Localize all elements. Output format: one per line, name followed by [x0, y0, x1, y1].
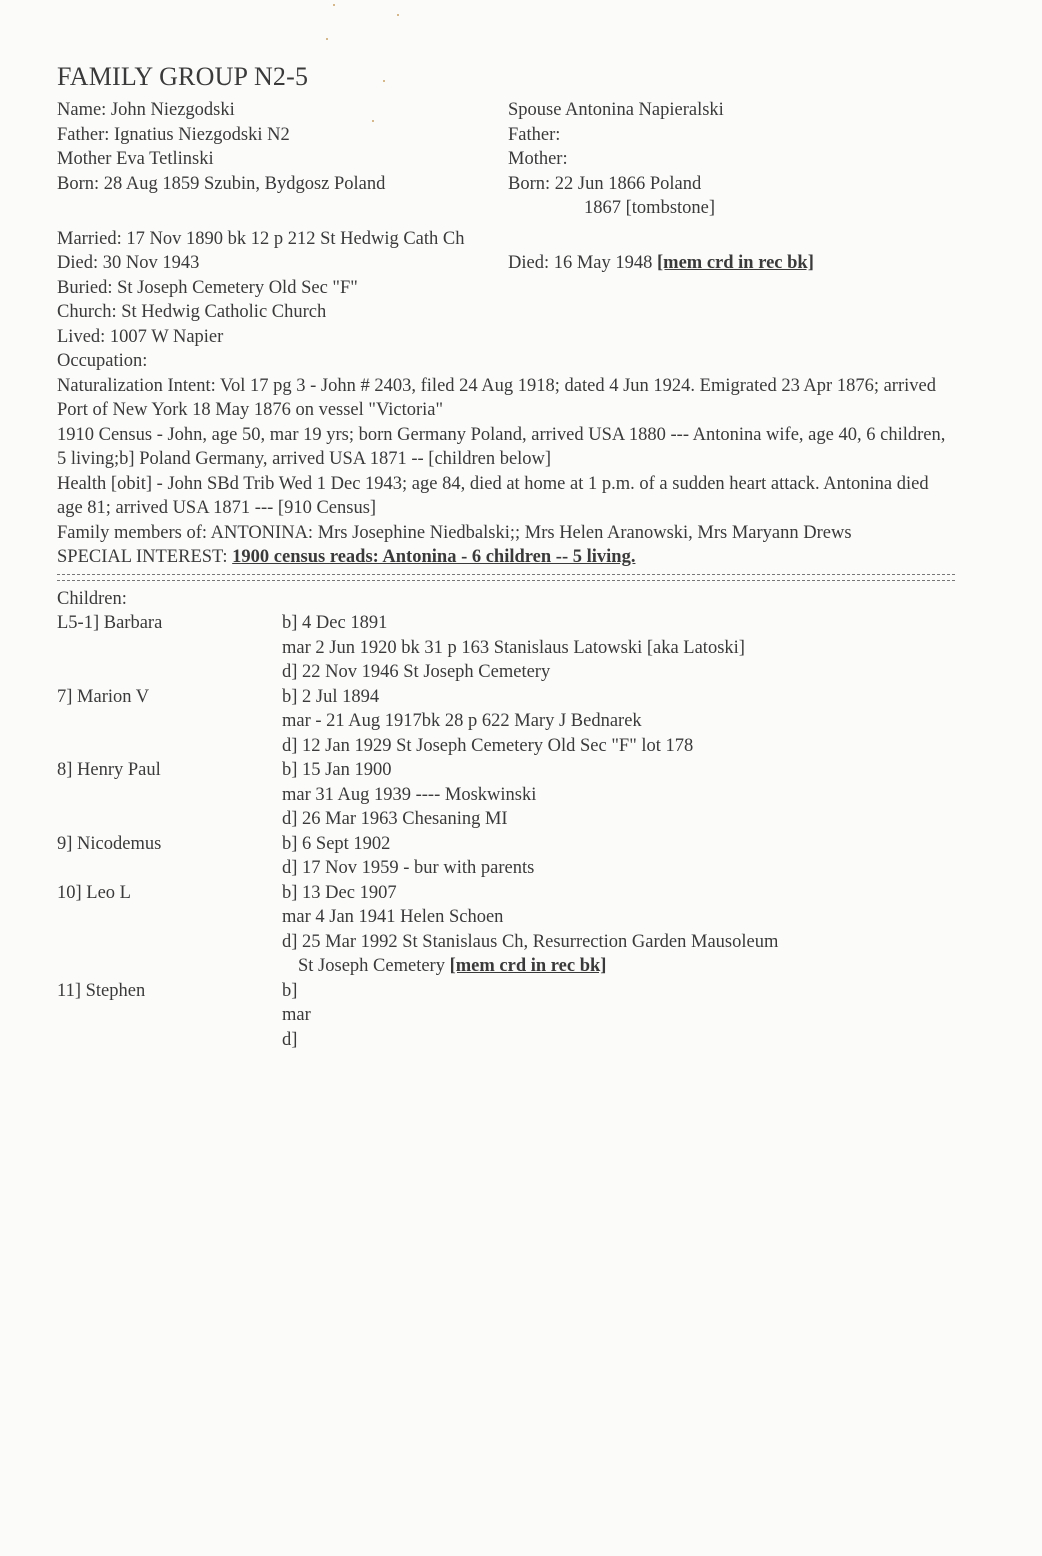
special-interest-value: 1900 census reads: Antonina - 6 children -- 5 living.: [232, 547, 636, 567]
spouse-name: Spouse Antonina Napieralski: [508, 100, 724, 120]
family-members-text: Family members of: ANTONINA: Mrs Josephine Niedbalski;; Mrs Helen Aranowski, Mrs Maryann Drews: [57, 522, 852, 543]
child-name: 7] Marion V: [57, 686, 150, 707]
child-event: d] 17 Nov 1959 - bur with parents: [282, 858, 535, 878]
page-title: FAMILY GROUP N2-5: [57, 62, 309, 91]
child-event: d] 26 Mar 1963 Chesaning MI: [282, 809, 508, 829]
health-text: Health [obit] - John SBd Trib Wed 1 Dec 1943; age 84, died at home at 1 p.m. of a sudden heart attack. Antonina died age 81; arrived USA 1871 --- [910 Census]: [57, 473, 929, 518]
mem-card-link: [mem crd in rec bk]: [657, 253, 814, 273]
child-entry: [57, 881, 957, 979]
husband-father: Father: Ignatius Niezgodski N2: [57, 124, 290, 145]
child-name: 10] Leo L: [57, 882, 131, 903]
name-row: [57, 98, 957, 123]
child-event: b] 2 Jul 1894: [282, 686, 380, 707]
father-row: [57, 123, 957, 148]
child-name: 9] Nicodemus: [57, 833, 162, 854]
children-heading: Children:: [57, 588, 127, 609]
child-event: d] 12 Jan 1929 St Joseph Cemetery Old Sec "F" lot 178: [282, 735, 694, 756]
spouse-born: Born: 22 Jun 1866 Poland: [508, 173, 702, 194]
child-entry: [57, 685, 957, 759]
born-row: [57, 172, 957, 197]
occupation-line: Occupation:: [57, 351, 148, 371]
spouse-died-text: Died: 16 May 1948: [508, 253, 658, 273]
child-event: d]: [282, 1029, 298, 1050]
continuation-text: St Joseph Cemetery: [298, 956, 450, 976]
spouse-born-alt: 1867 [tombstone]: [584, 198, 716, 218]
family-group-sheet: [57, 60, 957, 1052]
child-event: b]: [282, 980, 298, 1001]
child-name: L5-1] Barbara: [57, 613, 163, 633]
child-event: b] 13 Dec 1907: [282, 882, 397, 903]
husband-born: Born: 28 Aug 1859 Szubin, Bydgosz Poland: [57, 173, 386, 194]
husband-mother: Mother Eva Tetlinski: [57, 149, 214, 169]
buried-line: Buried: St Joseph Cemetery Old Sec "F": [57, 277, 358, 298]
child-event: b] 6 Sept 1902: [282, 833, 391, 854]
husband-died: Died: 30 Nov 1943: [57, 253, 200, 273]
spouse-father: Father:: [508, 124, 561, 145]
child-entry: [57, 979, 957, 1053]
child-event: d] 25 Mar 1992 St Stanislaus Ch, Resurrection Garden Mausoleum: [282, 931, 779, 952]
child-entry: [57, 832, 957, 881]
paper-speck: [397, 14, 399, 16]
child-event: mar 2 Jun 1920 bk 31 p 163 Stanislaus Latowski [aka Latoski]: [282, 637, 745, 658]
children-list: [57, 611, 957, 1052]
special-interest-label: SPECIAL INTEREST:: [57, 547, 233, 567]
married-line: Married: 17 Nov 1890 bk 12 p 212 St Hedwig Cath Ch: [57, 228, 465, 249]
child-event: mar 4 Jan 1941 Helen Schoen: [282, 907, 504, 927]
double-rule-divider: [57, 574, 955, 581]
spouse-died: [508, 251, 814, 276]
child-name: 8] Henry Paul: [57, 760, 161, 780]
special-interest: [57, 545, 957, 570]
naturalization-text: Naturalization Intent: Vol 17 pg 3 - John # 2403, filed 24 Aug 1918; dated 4 Jun 1924. Emigrated 23 Apr 1876; arrived Port of New York 18 May 1876 on vessel "Victoria": [57, 375, 936, 420]
child-entry: [57, 611, 957, 685]
died-row: [57, 251, 957, 276]
census-text: 1910 Census - John, age 50, mar 19 yrs; born Germany Poland, arrived USA 1880 --- Antonina wife, age 40, 6 children, 5 living;b] Poland Germany, arrived USA 1871 -- [children below]: [57, 424, 946, 469]
child-event: mar 31 Aug 1939 ---- Moskwinski: [282, 784, 537, 805]
child-name: 11] Stephen: [57, 980, 146, 1001]
child-entry: [57, 758, 957, 832]
lived-line: Lived: 1007 W Napier: [57, 326, 224, 347]
child-event: d] 22 Nov 1946 St Joseph Cemetery: [282, 662, 551, 682]
husband-name: Name: John Niezgodski: [57, 100, 235, 120]
child-event-continuation: [282, 954, 957, 979]
church-line: Church: St Hedwig Catholic Church: [57, 302, 327, 322]
child-event: b] 4 Dec 1891: [282, 613, 388, 633]
child-event: mar: [282, 1005, 311, 1025]
mother-row: [57, 147, 957, 172]
child-event: mar - 21 Aug 1917bk 28 p 622 Mary J Bednarek: [282, 711, 642, 731]
child-event: b] 15 Jan 1900: [282, 760, 392, 780]
paper-speck: [326, 38, 328, 40]
spouse-mother: Mother:: [508, 149, 568, 169]
born-alt-row: [57, 196, 957, 221]
paper-speck: [333, 4, 335, 6]
mem-card-link: [mem crd in rec bk]: [449, 956, 607, 976]
